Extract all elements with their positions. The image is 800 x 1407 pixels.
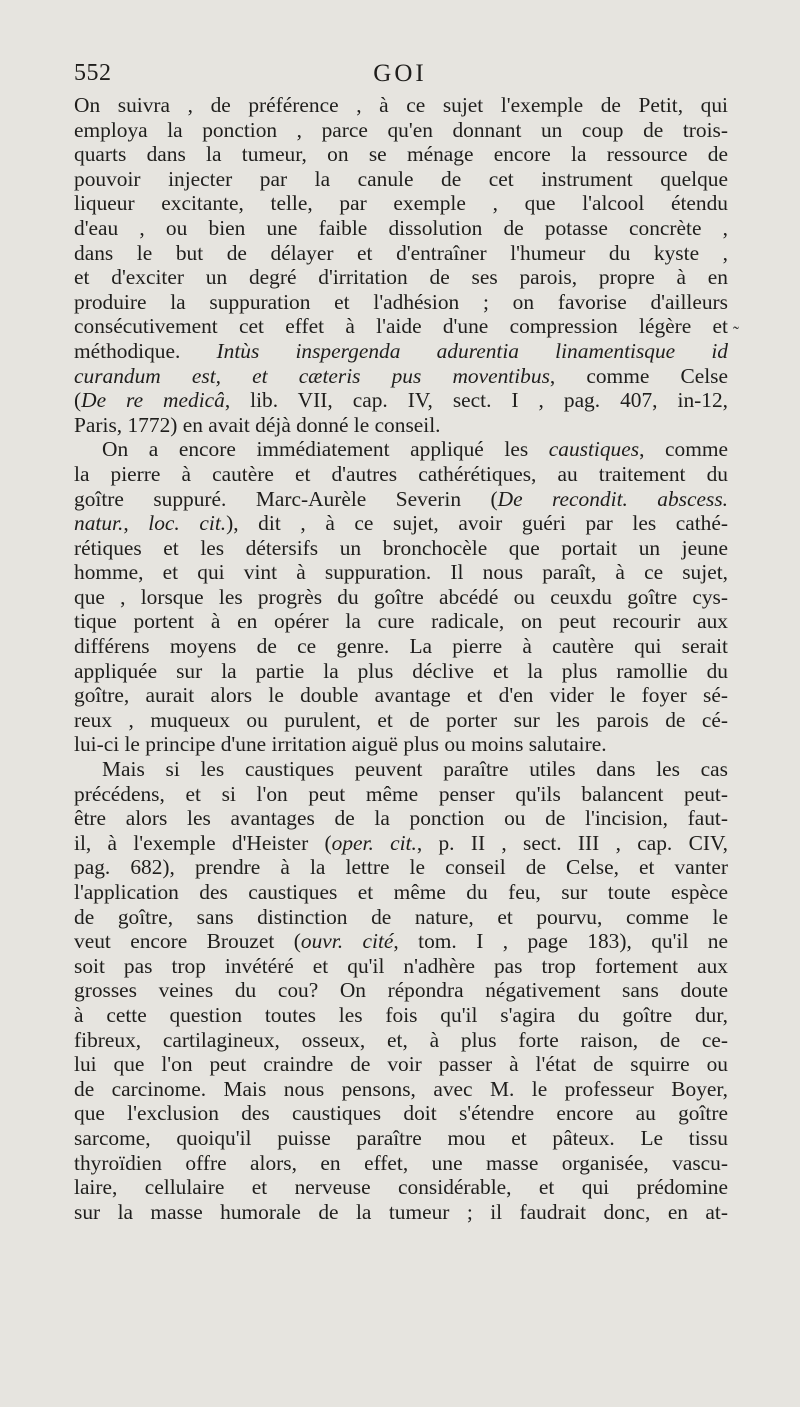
- text-line: [74, 880, 728, 905]
- text-segment: précédens, et si l'on peut même penser qu'ils balancent peut-: [74, 781, 728, 806]
- text-line: [74, 462, 728, 487]
- text-segment: ,: [123, 511, 149, 536]
- text-line: [74, 93, 728, 118]
- text-segment: l'application des caustiques et même du feu, sur toute espèce: [74, 880, 728, 904]
- text-line: [74, 782, 728, 807]
- text-line: [74, 1077, 728, 1102]
- text-line: [74, 1200, 728, 1225]
- text-segment: On suivra , de préférence , à ce sujet l'exemple de Petit, qui: [74, 93, 728, 117]
- text-line: [74, 167, 728, 192]
- text-line: [74, 1126, 728, 1151]
- page-number: 552: [74, 60, 112, 86]
- text-segment: sur la masse humorale de la tumeur ; il faudrait donc, en at-: [74, 1199, 728, 1224]
- text-line: [74, 1028, 728, 1053]
- italic-text-segment: caustiques: [548, 437, 640, 462]
- text-segment: de carcinome. Mais nous pensons, avec M. le professeur Boyer,: [74, 1076, 728, 1101]
- text-segment: que , lorsque les progrès du goître abcédé ou ceuxdu goître cys-: [74, 584, 728, 609]
- italic-text-segment: ouvr. cité: [300, 929, 394, 954]
- text-segment: dans le but de délayer et d'entraîner l'humeur du kyste ,: [74, 240, 728, 265]
- text-line: [74, 659, 728, 684]
- text-segment: employa la ponction , parce qu'en donnant un coup de trois-: [74, 117, 728, 142]
- body-text: [74, 93, 728, 1224]
- text-line: [74, 1101, 728, 1126]
- text-segment: grosses veines du cou? On répondra négativement sans doute: [74, 978, 728, 1003]
- text-segment: quarts dans la tumeur, on se ménage encore la ressource de: [74, 142, 728, 167]
- text-segment: pag. 682), prendre à la lettre le conseil de Celse, et vanter: [74, 855, 728, 880]
- text-segment: , p. II , sect. III , cap. CIV,: [416, 830, 728, 855]
- text-line: [74, 1052, 728, 1077]
- text-segment: reux , muqueux ou purulent, et de porter sur les parois de cé-: [74, 707, 728, 732]
- text-segment: pouvoir injecter par la canule de cet instrument quelque: [74, 166, 728, 191]
- text-segment: Paris, 1772) en avait déjà donné le conseil.: [74, 412, 441, 437]
- text-line: [74, 413, 728, 438]
- text-segment: différens moyens de ce genre. La pierre à cautère qui serait: [74, 634, 728, 659]
- text-segment: d'eau , ou bien une faible dissolution de potasse concrète ,: [74, 215, 728, 240]
- text-segment: goître, aurait alors le double avantage et d'en vider le foyer sé-: [74, 683, 728, 708]
- text-line: [74, 241, 728, 266]
- text-line: [74, 216, 728, 241]
- text-line: [74, 708, 728, 733]
- text-line: [74, 118, 728, 143]
- text-line: [74, 191, 728, 216]
- text-line: [74, 905, 728, 930]
- text-line: [74, 978, 728, 1003]
- text-line: [74, 388, 728, 413]
- text-line: [74, 609, 728, 634]
- margin-mark: ˜: [733, 323, 739, 343]
- text-line: [74, 437, 728, 462]
- text-segment: produire la suppuration et l'adhésion ; on favorise d'ailleurs: [74, 289, 728, 314]
- text-line: [74, 511, 728, 536]
- text-segment: Mais si les caustiques peuvent paraître utiles dans les cas: [102, 757, 728, 782]
- italic-text-segment: Intùs inspergenda adurentia linamentisque id: [216, 338, 728, 363]
- text-segment: tique portent à en opérer la cure radicale, on peut recourir aux: [74, 609, 728, 634]
- italic-text-segment: curandum est, et cæteris pus moventibus: [74, 363, 550, 388]
- text-segment: , tom. I , page 183), qu'il ne: [393, 929, 728, 954]
- text-line: [74, 683, 728, 708]
- italic-text-segment: natur.: [74, 511, 124, 536]
- text-line: [74, 265, 728, 290]
- text-segment: lui que l'on peut craindre de voir passer à l'état de squirre ou: [74, 1052, 728, 1077]
- text-segment: méthodique.: [74, 338, 217, 363]
- text-segment: veut encore Brouzet (: [74, 929, 301, 954]
- text-line: [74, 929, 728, 954]
- text-line: [74, 364, 728, 389]
- text-segment: laire, cellulaire et nerveuse considérable, et qui prédomine: [74, 1175, 728, 1200]
- text-segment: , comme: [639, 437, 728, 462]
- text-segment: fibreux, cartilagineux, osseux, et, à plus forte raison, de ce-: [74, 1027, 728, 1052]
- text-segment: la pierre à cautère et d'autres cathérétiques, au traitement du: [74, 461, 728, 486]
- text-line: [74, 757, 728, 782]
- text-line: [74, 142, 728, 167]
- text-line: [74, 1003, 728, 1028]
- text-line: [74, 634, 728, 659]
- text-segment: rétiques et les détersifs un bronchocèle que portait un jeune: [74, 535, 728, 560]
- text-segment: à cette question toutes les fois qu'il s'agira du goître dur,: [74, 1002, 728, 1027]
- italic-text-segment: De re medicâ: [81, 388, 225, 413]
- text-line: [74, 487, 728, 512]
- italic-text-segment: De recondit. abscess.: [497, 486, 728, 511]
- text-segment: il, à l'exemple d'Heister (: [74, 830, 332, 855]
- text-line: [74, 855, 728, 880]
- text-segment: goître suppuré. Marc-Aurèle Severin (: [74, 486, 498, 511]
- text-line: [74, 339, 728, 364]
- text-segment: de goître, sans distinction de nature, et pourvu, comme le: [74, 904, 728, 929]
- text-segment: On a encore immédiatement appliqué les: [102, 437, 549, 462]
- text-segment: homme, et qui vint à suppuration. Il nous paraît, à ce sujet,: [74, 560, 728, 585]
- text-line: [74, 1151, 728, 1176]
- text-segment: sarcome, quoiqu'il puisse paraître mou et pâteux. Le tissu: [74, 1125, 728, 1150]
- text-segment: ), dit , à ce sujet, avoir guéri par les cathé-: [226, 511, 728, 536]
- text-segment: appliquée sur la partie la plus déclive et la plus ramollie du: [74, 658, 728, 683]
- text-line: [74, 806, 728, 831]
- text-segment: lui-ci le principe d'une irritation aiguë plus ou moins salutaire.: [74, 732, 607, 757]
- italic-text-segment: loc. cit.: [148, 511, 227, 536]
- text-segment: et d'exciter un degré d'irritation de ses parois, propre à en: [74, 265, 728, 290]
- text-line: [74, 536, 728, 561]
- text-segment: consécutivement cet effet à l'aide d'une compression légère et: [74, 314, 728, 339]
- text-line: [74, 954, 728, 979]
- text-segment: être alors les avantages de la ponction ou de l'incision, faut-: [74, 806, 728, 831]
- text-segment: , comme Celse: [549, 363, 728, 388]
- italic-text-segment: oper. cit.: [331, 830, 417, 855]
- text-segment: liqueur excitante, telle, par exemple , que l'alcool étendu: [74, 191, 728, 216]
- text-segment: (: [74, 388, 82, 413]
- text-segment: soit pas trop invétéré et qu'il n'adhère pas trop fortement aux: [74, 953, 728, 978]
- text-segment: , lib. VII, cap. IV, sect. I , pag. 407, in-12,: [224, 388, 728, 413]
- text-line: [74, 732, 728, 757]
- text-line: [74, 1175, 728, 1200]
- text-line: [74, 290, 728, 315]
- text-segment: thyroïdien offre alors, en effet, une masse organisée, vascu-: [74, 1150, 728, 1175]
- text-line: [74, 831, 728, 856]
- running-head: GOI: [373, 60, 427, 87]
- text-line: [74, 585, 728, 610]
- text-segment: que l'exclusion des caustiques doit s'étendre encore au goître: [74, 1101, 728, 1126]
- text-line: [74, 560, 728, 585]
- text-line: [74, 314, 728, 339]
